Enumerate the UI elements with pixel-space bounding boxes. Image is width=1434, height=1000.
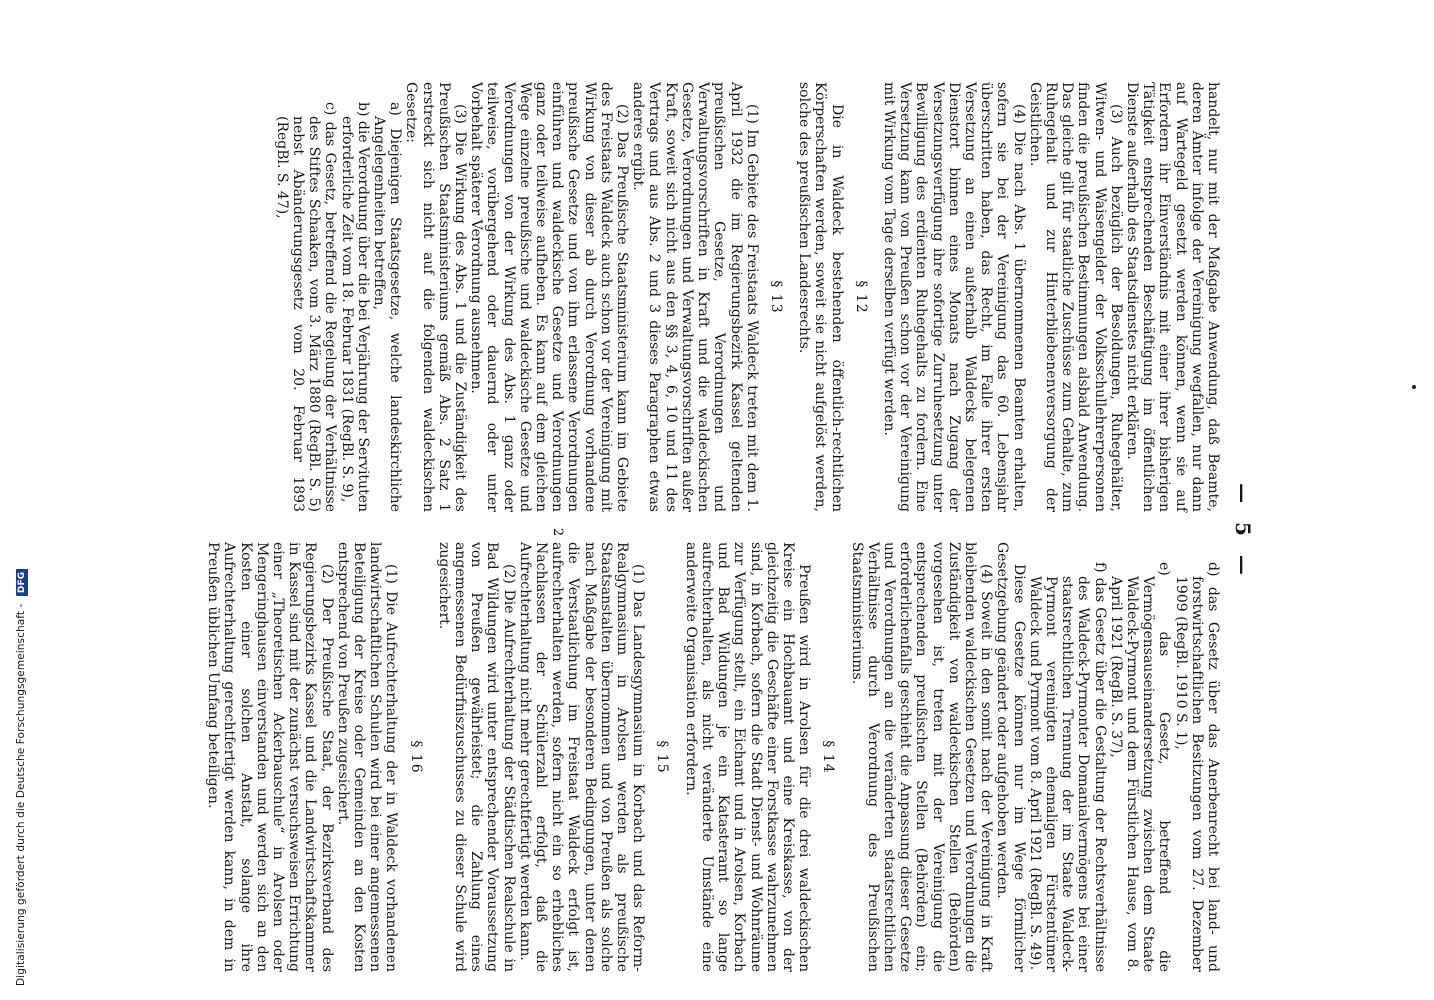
section-heading-13: § 13 bbox=[767, 280, 784, 314]
paragraph: Preußen wird in Arolsen für die drei waldeckischen Kreise ein Hochbauamt und eine Kreiskasse, von der gleichzeitig die Geschäfte einer Forstkasse wahrzunehmen sind, in Korbach, sofern die Stadt Dienst- und Wohnräume zur Verfügung stellt, ein Eichamt und in Arolsen, Korbach und Bad Wildungen je ein Katasteramt so lange aufrechterhalten, als nicht veränderte Umstände eine anderweite Organisation erfordern. bbox=[682, 542, 813, 972]
paragraph: (2) Das Preußische Staatsministerium kann im Gebiete des Freistaats Waldeck auch schon vor der Vereinigung mit Wirkung von dieser ab durch Verordnung vorhandene preußische Gesetze und von ihm erlassene Verordnungen einführen und waldeckische Gesetze und Verordnungen ganz oder teilweise aufheben. Es kann auf dem gleichen Wege einzelne preußische und waldeckische Gesetze und Verordnungen von der Wirkung des Abs. 1 ganz oder teilweise, vorübergehend oder dauernd oder unter Vorbehalt späterer Verordnung ausnehmen. bbox=[468, 82, 631, 512]
paragraph: (2) Der Preußische Staat, der Bezirksverband des Regierungsbezirks Kassel und die Landwirtschaftskammer in Kassel sind mit der zunächst versuchsweisen Errichtung einer „Theoretischen Ackerbauschule“ in Arolsen oder Mengeringhausen einverstanden und werden sich an den Kosten einer solchen Anstalt, solange ihre Aufrechterhaltung gerechtfertigt werden kann, in dem in Preußen üblichen Umfang beteiligen. bbox=[205, 542, 335, 972]
paragraph: (4) Die nach Abs. 1 übernommenen Beamten erhalten, sofern sie bei der Vereinigung das 60. Lebensjahr überschritten haben, das Recht, im Falle ihrer ersten Versetzung an einen außerhalb Waldecks belegenen Dienstort binnen eines Monats nach Zugang der Versetzungsverfügung ihre sofortige Zurruhesetzung unter Bewilligung des erdienten Ruhegehalts zu fordern. Eine Versetzung kann von Preußen schon vor der Vereinigung mit Wirkung vom Tage derselben verfügt werden. bbox=[880, 82, 1027, 512]
section-heading-14: § 14 bbox=[820, 740, 837, 774]
document-page bbox=[145, 82, 1255, 982]
list-item-f: f) das Gesetz über die Gestaltung der Rechtsverhältnisse des Waldeck-Pyrmonter Domanialvermögens bei einer staatsrechtlichen Trennung der im Staate Waldeck-Pyrmont vereinigten ehemaligen Fürstentümer Waldeck und Pyrmont vom 8. April 1921 (RegBl. S. 49). bbox=[1026, 562, 1108, 972]
paragraph: (3) Die Wirkung des Abs. 1 und die Zuständigkeit des Preußischen Staatsministeriums gemäß Abs. 2 Satz 1 erstreckt sich nicht auf die folgenden waldeckischen Gesetze: bbox=[403, 82, 469, 512]
paragraph: (4) Soweit in den somit nach der Vereinigung in Kraft bleibenden waldeckischen Gesetzen und Verordnungen die Zuständigkeit von waldeckischen Stellen (Behörden) vorgesehen ist, treten mit der Vereinigung die entsprechenden preußischen Stellen (Behörden) ein; erforderlichenfalls geschieht die Anpassung dieser Gesetze und Verordnungen an die veränderten staatsrechtlichen Verhältnisse durch Verordnung des Preußischen Staatsministeriums. bbox=[848, 542, 995, 972]
paragraph: Diese Gesetze können nur im Wege förmlicher Gesetzgebung geändert oder aufgehoben werden. bbox=[994, 542, 1027, 972]
funding-note-label: Digitalisierung gefördert durch die Deutsche Forschungsgemeinschaft - bbox=[15, 603, 27, 986]
page-number: — 5 — bbox=[1231, 483, 1255, 581]
paragraph: Die in Waldeck bestehenden öffentlich-rechtlichen Körperschaften werden, soweit sie nicht aufgelöst werden, solche des preußischen Landesrechts. bbox=[796, 82, 845, 512]
paragraph: handelt, nur mit der Maßgabe Anwendung, daß Beamte, deren Ämter infolge der Vereinigung wegfallen, nur dann auf Wartegeld gesetzt werden können, wenn sie auf Erfordern ihr Einverständnis mit einer ihrer bisherigen Tätigkeit entsprechenden Beschäftigung im öffentlichen Dienste außerhalb des Staatsdienstes nicht erklären. bbox=[1123, 82, 1221, 512]
funding-note bbox=[0, 0, 28, 1000]
section-heading-12: § 12 bbox=[852, 280, 869, 314]
funding-note-text bbox=[14, 569, 28, 986]
list-item-b: b) die Verordnung über die bei Verjährung der Servituten erforderliche Zeit vom 18. Februar 1831 (RegBl. S. 9), bbox=[338, 102, 371, 512]
list-item-d: d) das Gesetz über das Anerbenrecht bei land- und forstwirtschaftlichen Besitzungen vom 27. Dezember 1909 (RegBl. 1910 S. 1), bbox=[1172, 562, 1221, 972]
paragraph: (1) Das Landesgymnasium in Korbach und das Reform-Realgymnasium in Arolsen werden als preußische Staatsanstalten übernommen und von Preußen als solche nach Maßgabe der besonderen Bedingungen, unter denen die Verstaatlichung im Freistaat Waldeck erfolgt ist, aufrechterhalten werden, sofern nicht ein so erhebliches Nachlassen der Schülerzahl erfolgt, daß die Aufrechterhaltung nicht mehr gerechtfertigt werden kann. bbox=[516, 542, 647, 972]
dfg-logo: DFG bbox=[16, 569, 28, 596]
list-item-a: a) Diejenigen Staatsgesetze, welche landeskirchliche Angelegenheiten betreffen, bbox=[371, 102, 404, 512]
list-item-c: c) das Gesetz, betreffend die Regelung der Verhältnisse des Stiftes Schaaken, vom 3. März 1880 (RegBl. S. 5) nebst Abänderungsgesetz vom 20. Februar 1893 (RegBl. S. 47), bbox=[273, 102, 339, 512]
right-column bbox=[205, 542, 1221, 972]
paragraph: (1) Die Aufrechterhaltung der in Waldeck vorhandenen landwirtschaftlichen Schulen wird bei einer angemessenen Beteiligung der Kreise oder Gemeinden an den Kosten entsprechend von Preußen zugesichert. bbox=[334, 542, 400, 972]
list-item-e: e) das Gesetz, betreffend die Vermögensauseinandersetzung zwischen dem Staate Waldeck-Pyrmont und dem Fürstlichen Hause, vom 8. April 1921 (RegBl. S. 37), bbox=[1107, 562, 1173, 972]
sheet-signature: 2 bbox=[550, 527, 565, 537]
left-column bbox=[274, 82, 1221, 512]
paragraph: (3) Auch bezüglich der Besoldungen, Ruhegehälter, Witwen- und Waisengelder der Volksschullehrerpersonen finden die preußischen Bestimmungen alsbald Anwendung. Das gleiche gilt für staatliche Zuschüsse zum Gehalte, zum Ruhegehalt und zur Hinterbliebenenversorgung der Geistlichen. bbox=[1026, 82, 1124, 512]
paragraph: (2) Die Aufrechterhaltung der Städtischen Realschule in Bad Wildungen wird unter entsprechender Voraussetzung von Preußen gewährleistet; die Zahlung eines angemessenen Bedürfniszuschusses zu dieser Schule wird zugesichert. bbox=[435, 542, 517, 972]
paragraph: (1) Im Gebiete des Freistaats Waldeck treten mit dem 1. April 1932 die im Regierungsbezirk Kassel geltenden preußischen Gesetze, Verordnungen und Verwaltungsvorschriften in Kraft und die waldeckischen Gesetze, Verordnungen und Verwaltungsvorschriften außer Kraft, soweit sich nicht aus den §§ 3, 4, 6, 10 und 11 des Vertrags und aus Abs. 2 und 3 dieses Paragraphen etwas anderes ergibt. bbox=[630, 82, 760, 512]
section-heading-15: § 15 bbox=[654, 740, 671, 774]
section-heading-16: § 16 bbox=[407, 740, 424, 774]
scan-dot bbox=[1412, 385, 1416, 389]
